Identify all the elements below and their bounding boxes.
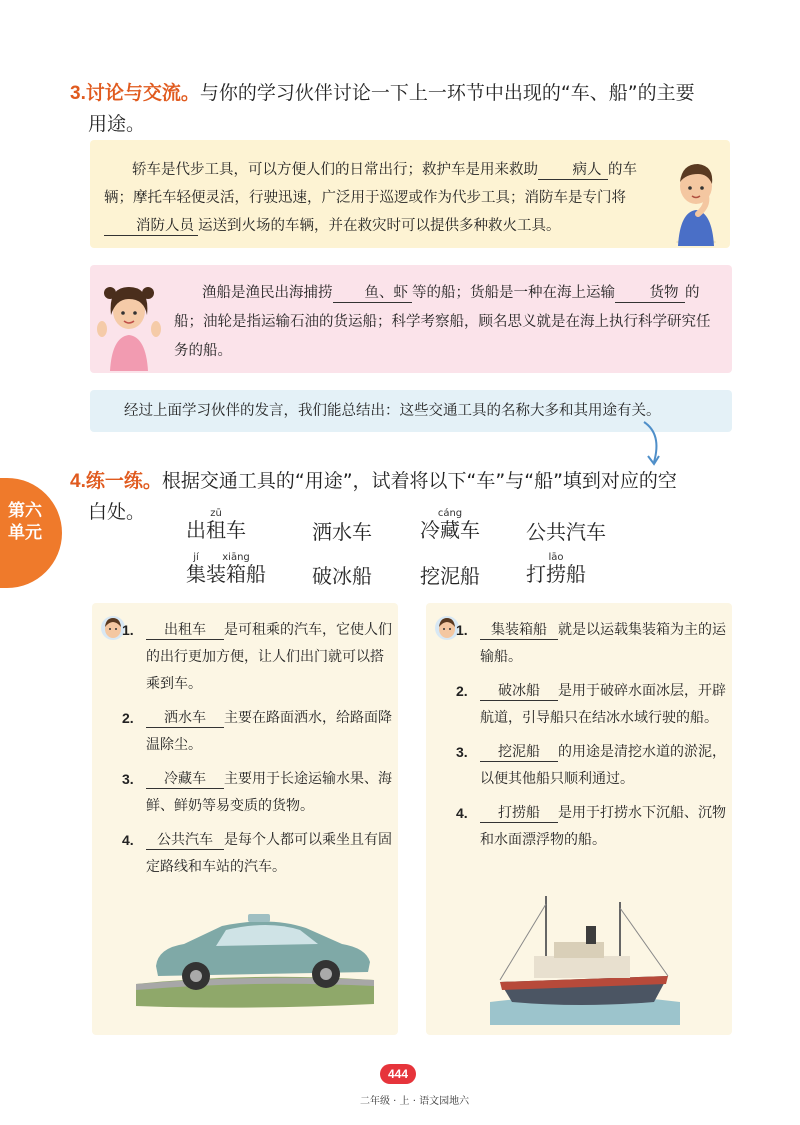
- unit-tab-line2: 单元: [8, 523, 42, 543]
- word-sprinkler: 洒水车: [312, 520, 372, 544]
- text-part: 的船；油轮是指运输石油的货运船；科学考察船，顾名思义就是在海上执行科学研究任务的船。: [174, 285, 711, 359]
- word-refrigerated-truck: 冷藏cáng车: [420, 508, 480, 542]
- section-instruction-cont: 用途。: [88, 113, 146, 135]
- text-part: 运送到火场的车辆，并在救灾时可以提供多种救火工具。: [198, 218, 561, 234]
- section-heading: 讨论与交流。: [85, 82, 200, 104]
- list-item: 4. 打捞船 是用于打捞水下沉船、沉物和水面漂浮物的船。: [456, 805, 726, 848]
- section-instruction: 根据交通工具的“用途”，试着将以下“车”与“船”填到对应的空: [161, 470, 677, 492]
- ship-illustration: [490, 890, 680, 1025]
- vehicles-paragraph: [104, 156, 664, 240]
- list-item: 3. 挖泥船 的用途是清挖水道的淤泥，以便其他船只顺利通过。: [456, 744, 726, 787]
- unit-tab-line1: 第六: [8, 501, 42, 521]
- ships-items: [456, 617, 726, 861]
- section-4-title: [70, 466, 740, 527]
- text-part: 的车辆；摩托车轻便灵活，行驶迅速，广泛用于巡逻或作为代步工具；消防车是专门将: [104, 162, 637, 206]
- page-number: 444: [380, 1064, 416, 1084]
- ships-paragraph: [174, 279, 722, 366]
- list-item: 3. 冷藏车 主要用于长途运输水果、海鲜、鲜奶等易变质的货物。: [122, 771, 392, 814]
- taxi-car-illustration: [130, 900, 380, 1010]
- blank-answer: 洒水车: [146, 710, 224, 728]
- blank-answer: 破冰船: [480, 683, 558, 701]
- unit-tab: [0, 478, 62, 588]
- text-part: 等的船；货船是一种在海上运输: [412, 285, 615, 301]
- section-heading: 练一练。: [85, 470, 162, 492]
- blank-answer: 挖泥船: [480, 744, 558, 762]
- girl-illustration: [96, 271, 162, 371]
- section-number: 3.: [70, 83, 86, 104]
- section-instruction-cont: 白处。: [88, 501, 146, 523]
- curved-arrow-icon: [638, 420, 668, 470]
- blank-answer: 打捞船: [480, 805, 558, 823]
- section-3-title: [70, 78, 740, 139]
- word-icebreaker: 破冰船: [312, 564, 372, 588]
- blank-answer: 集装箱船: [480, 622, 558, 640]
- summary-box: 经过上面学习伙伴的发言，我们能总结出：这些交通工具的名称大多和其用途有关。: [90, 390, 732, 432]
- blank-answer: 病人: [538, 162, 608, 180]
- word-bus: 公共汽车: [526, 520, 606, 544]
- vehicles-items: [122, 617, 392, 888]
- word-taxi: 出租zū车: [186, 508, 246, 542]
- blank-answer: 出租车: [146, 622, 224, 640]
- word-container-ship: 集jí装箱xiāng船: [186, 552, 266, 586]
- word-salvage-ship: 打捞lāo船: [526, 552, 586, 586]
- blank-answer: 公共汽车: [146, 832, 224, 850]
- text-part: 渔船是渔民出海捕捞: [202, 285, 333, 301]
- list-item: 1. 集装箱船 就是以运载集装箱为主的运输船。: [456, 622, 726, 665]
- blank-answer: 冷藏车: [146, 771, 224, 789]
- list-item: 2. 破冰船 是用于破碎水面冰层，开辟航道，引导船只在结冰水域行驶的船。: [456, 683, 726, 726]
- blank-answer: 货物: [615, 285, 685, 303]
- list-item: 2. 洒水车 主要在路面洒水，给路面降温除尘。: [122, 710, 392, 753]
- section-instruction: 与你的学习伙伴讨论一下上一环节中出现的“车、船”的主要: [199, 82, 695, 104]
- speech-bubble-vehicles: [90, 140, 730, 248]
- word-dredger: 挖泥船: [420, 564, 480, 588]
- list-item: 4. 公共汽车 是每个人都可以乘坐且有固定路线和车站的汽车。: [122, 832, 392, 875]
- blank-answer: 消防人员: [104, 218, 198, 236]
- section-number: 4.: [70, 471, 86, 492]
- boy-illustration: [668, 150, 724, 246]
- page-footer: 二年级 · 上 · 语文园地六: [360, 1096, 470, 1107]
- blank-answer: 鱼、虾: [333, 285, 413, 303]
- speech-bubble-ships: [90, 265, 732, 373]
- text-part: 轿车是代步工具，可以方便人们的日常出行；救护车是用来救助: [132, 162, 538, 178]
- list-item: 1. 出租车 是可租乘的汽车，它使人们的出行更加方便，让人们出门就可以搭乘到车。: [122, 622, 392, 692]
